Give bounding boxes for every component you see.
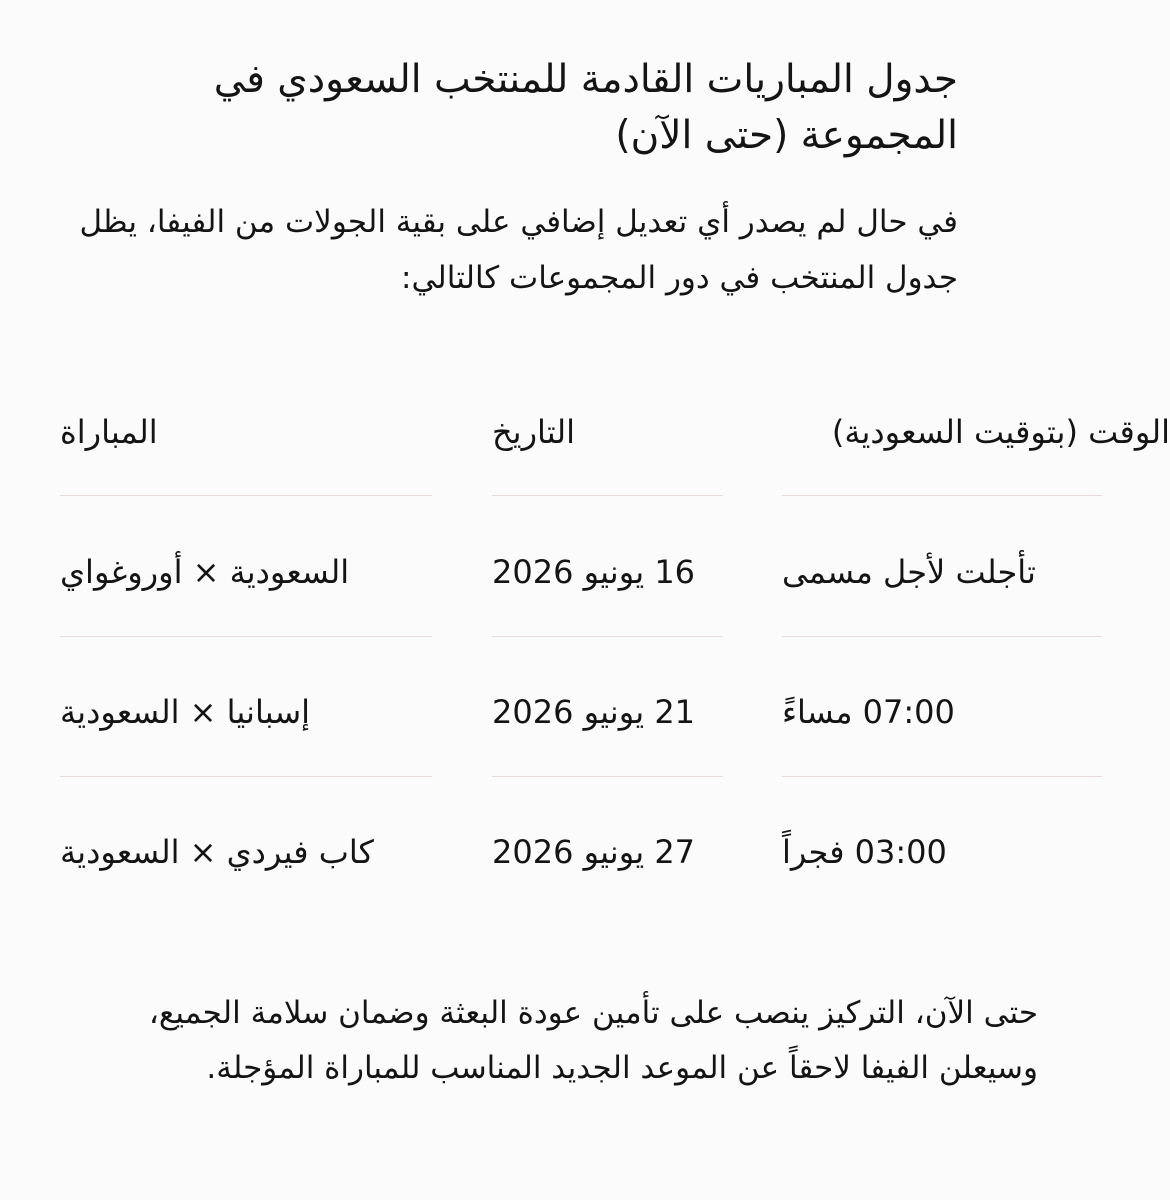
match-header-divider <box>60 495 432 496</box>
row-2-date-divider <box>492 776 723 777</box>
row-1-time-divider <box>782 636 1102 637</box>
row-3-date: 27 يونيو 2026 <box>492 833 696 871</box>
match-schedule-table <box>60 388 1170 908</box>
time-column-header-text: الوقت (بتوقيت السعودية) <box>831 413 1170 451</box>
date-column-header: التاريخ <box>492 413 576 451</box>
row-1-date: 16 يونيو 2026 <box>492 553 696 591</box>
row-2-match: إسبانيا × السعودية <box>60 693 311 731</box>
article-title: جدول المباريات القادمة للمنتخب السعودي في المجموعة (حتى الآن) <box>213 57 958 158</box>
match-column-header: المباراة <box>60 413 158 451</box>
intro-paragraph: في حال لم يصدر أي تعديل إضافي على بقية الجولات من الفيفا، يظل جدول المنتخب في دور المجموعات كالتالي: <box>79 204 958 296</box>
row-1-time: تأجلت لأجل مسمى <box>782 553 1036 591</box>
time-header-divider <box>782 495 1102 496</box>
row-1-date-divider <box>492 636 723 637</box>
footer-paragraph: حتى الآن، التركيز ينصب على تأمين عودة البعثة وضمان سلامة الجميع، وسيعلن الفيفا لاحقاً عن الموعد الجديد المناسب للمباراة المؤجلة. <box>148 995 1038 1086</box>
row-1-match-divider <box>60 636 432 637</box>
row-1-match: السعودية × أوروغواي <box>60 553 350 591</box>
row-2-match-divider <box>60 776 432 777</box>
row-3-match: كاب فيردي × السعودية <box>60 833 374 871</box>
row-3-time: 03:00 فجراً <box>782 833 947 871</box>
row-2-time: 07:00 مساءً <box>782 693 955 731</box>
date-header-divider <box>492 495 723 496</box>
row-2-time-divider <box>782 776 1102 777</box>
row-2-date: 21 يونيو 2026 <box>492 693 696 731</box>
